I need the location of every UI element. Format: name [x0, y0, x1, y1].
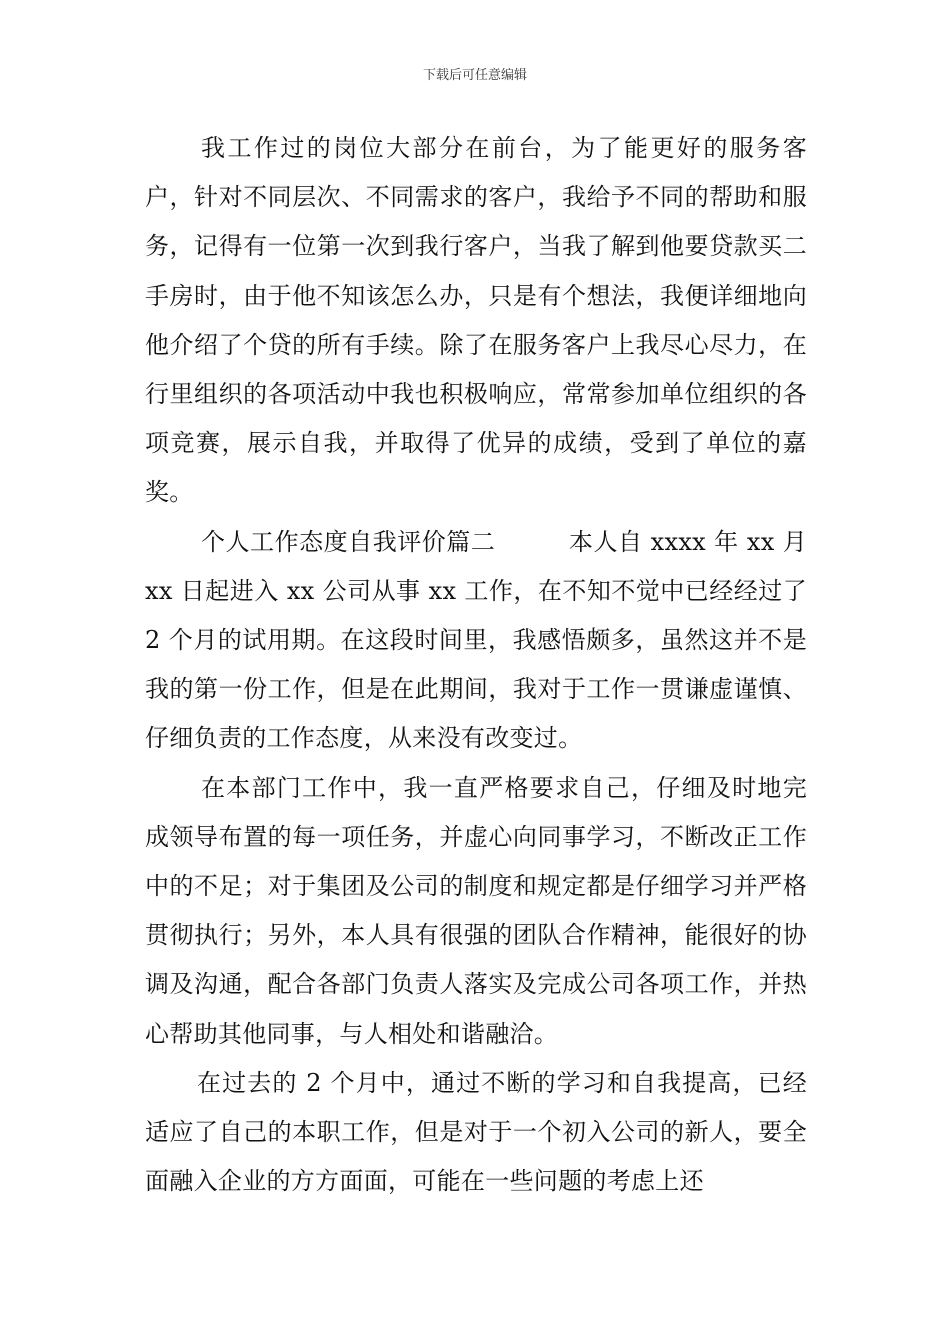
paragraph-1: 我工作过的岗位大部分在前台，为了能更好的服务客户，针对不同层次、不同需求的客户，我给予不同的帮助和服务，记得有一位第一次到我行客户，当我了解到他要贷款买二手房时，由于他不知该怎么办，只是有个想法，我便详细地向他介绍了个贷的所有手续。除了在服务客户上我尽心尽力，在行里组织的各项活动中我也积极响应，常常参加单位组织的各项竞赛，展示自我，并取得了优异的成绩，受到了单位的嘉奖。	[145, 134, 807, 507]
page-header: 下载后可任意编辑	[422, 68, 527, 83]
document-body	[145, 124, 807, 1206]
paragraph-3: 在本部门工作中，我一直严格要求自己，仔细及时地完成领导布置的每一项任务，并虚心向同事学习，不断改正工作中的不足；对于集团及公司的制度和规定都是仔细学习并严格贯彻执行；另外，本人具有很强的团队合作精神，能很好的协调及沟通，配合各部门负责人落实及完成公司各项工作，并热心帮助其他同事，与人相处和谐融洽。	[145, 773, 807, 1048]
paragraph-2: 个人工作态度自我评价篇二 本人自 xxxx 年 xx 月 xx 日起进入 xx 公司从事 xx 工作，在不知不觉中已经经过了 2 个月的试用期。在这段时间里，我感悟颇多，虽然这并不是我的第一份工作，但是在此期间，我对于工作一贯谦虚谨慎、仔细负责的工作态度，从来没有改变过。	[145, 527, 807, 753]
paragraph-4: 在过去的 2 个月中，通过不断的学习和自我提高，已经适应了自己的本职工作，但是对于一个初入公司的新人，要全面融入企业的方方面面，可能在一些问题的考虑上还	[145, 1068, 807, 1196]
